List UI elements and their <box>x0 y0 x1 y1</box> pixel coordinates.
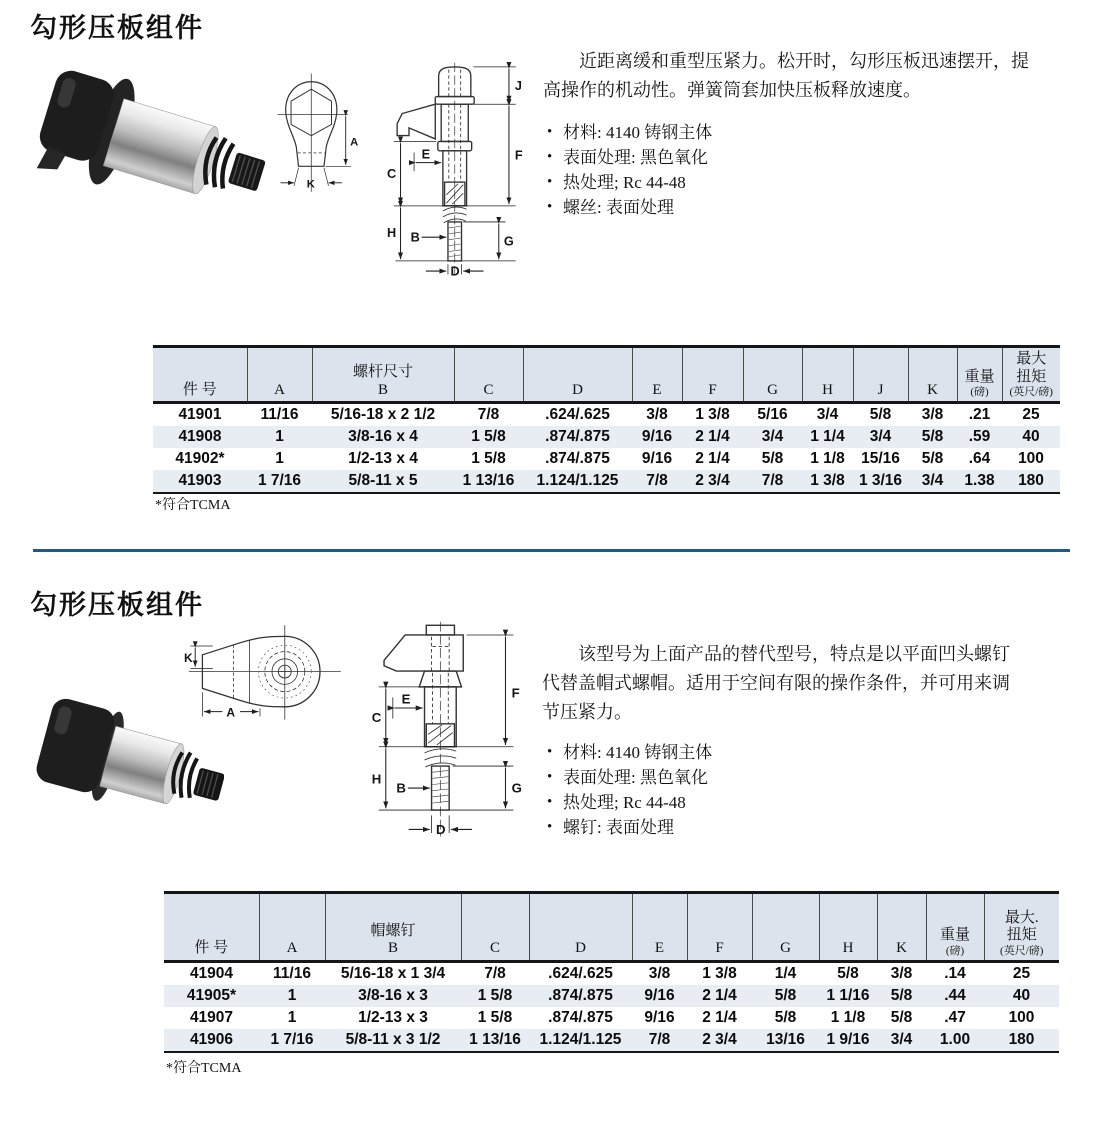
dim-label-b2: B <box>396 780 406 796</box>
dim-label-f: F <box>514 148 523 163</box>
spec-cell: 5/8-11 x 5 <box>348 472 418 490</box>
dim-label-a2: A <box>226 705 236 720</box>
side-view-drawing-2 <box>333 620 531 840</box>
dim-label-h2: H <box>371 771 382 787</box>
spec-list-item: • 材料: 4140 铸钢主体 <box>545 740 712 765</box>
spec-cell: 1 3/8 <box>695 406 730 424</box>
column-header: 件 号 <box>153 347 247 403</box>
spec-cell: 1 1/16 <box>826 987 870 1004</box>
table-footnote-2: *符合TCMA <box>166 1061 242 1076</box>
spec-cell: 5/8 <box>921 428 944 446</box>
spec-cell: 5/16-18 x 1 3/4 <box>340 965 446 982</box>
spec-cell: 3/4 <box>761 428 784 446</box>
spec-cell: 3/4 <box>869 428 892 446</box>
spec-cell: 7/8 <box>484 965 506 982</box>
spec-cell: 1 5/8 <box>477 1009 513 1026</box>
column-header: 螺杆尺寸 B <box>312 347 454 403</box>
spec-cell: 1 1/8 <box>810 450 845 468</box>
spec-cell: 9/16 <box>644 987 675 1004</box>
spec-cell: 1/2-13 x 4 <box>348 450 418 468</box>
dim-label-g: G <box>503 234 514 249</box>
spec-cell: 7/8 <box>648 1031 671 1048</box>
spec-list-item: • 材料: 4140 铸钢主体 <box>545 120 712 145</box>
dim-label-k2: K <box>184 651 193 665</box>
spec-cell: 1 5/8 <box>471 428 506 446</box>
dim-label-j: J <box>514 78 522 93</box>
spec-row <box>164 985 1059 1007</box>
dim-label-c: C <box>386 166 397 181</box>
spec-cell: 1 1/8 <box>830 1009 866 1026</box>
column-header: A <box>247 347 312 403</box>
spec-cell: 1 3/16 <box>858 472 903 490</box>
spec-cell: 1 13/16 <box>469 1031 521 1048</box>
product-description-2: 该型号为上面产品的替代型号，特点是以平面凹头螺钉代替盖帽式螺帽。适用于空间有限的操作条件，并可用来调节压紧力。 <box>542 644 1010 722</box>
spec-cell: 2 3/4 <box>695 472 730 490</box>
spec-cell: 1 7/16 <box>257 472 302 490</box>
column-header: D <box>523 347 632 403</box>
spec-cell: 5/8 <box>890 987 913 1004</box>
spec-cell: 5/8 <box>921 450 944 468</box>
column-header: 重量 (磅) <box>957 347 1002 403</box>
spec-cell: 5/16-18 x 2 1/2 <box>330 406 436 424</box>
spec-cell: 41904 <box>189 965 234 982</box>
spec-cell: 7/8 <box>761 472 784 490</box>
spec-list-item: • 表面处理: 黑色氧化 <box>545 145 712 170</box>
column-header: H <box>819 893 877 962</box>
column-header: 最大. 扭矩 (英尺/磅) <box>984 893 1059 962</box>
spec-cell: 13/16 <box>766 1031 805 1048</box>
column-header: A <box>259 893 325 962</box>
spec-cell: 7/8 <box>477 406 500 424</box>
column-header: G <box>752 893 819 962</box>
spec-cell: 41902* <box>175 450 225 468</box>
column-header: 重量 (磅) <box>926 893 984 962</box>
dim-label-f2: F <box>511 685 520 701</box>
spec-cell: 5/16 <box>757 406 788 424</box>
spec-row <box>164 1007 1059 1029</box>
spec-cell: 1 13/16 <box>462 472 515 490</box>
spec-list-item: • 螺丝: 表面处理 <box>545 195 712 220</box>
spec-cell: 2 1/4 <box>702 1009 737 1026</box>
dim-label-a: A <box>350 136 359 149</box>
spec-cell: 180 <box>1008 1031 1035 1048</box>
column-header: F <box>687 893 752 962</box>
spec-cell: 3/4 <box>816 406 839 424</box>
spec-cell: 1 5/8 <box>477 987 513 1004</box>
spec-row <box>164 1029 1059 1052</box>
column-header: 件 号 <box>164 893 259 962</box>
spec-cell: 11/16 <box>273 965 311 982</box>
spec-cell: 9/16 <box>641 450 673 468</box>
column-header: 最大 扭矩 (英尺/磅) <box>1002 347 1060 403</box>
spec-cell: 3/8 <box>890 965 913 982</box>
spec-cell: 41901 <box>178 406 222 424</box>
spec-cell: 15/16 <box>861 450 900 468</box>
spec-cell: 1/4 <box>774 965 797 982</box>
spec-cell: 5/8 <box>761 450 784 468</box>
page-title-2: 勾形压板组件 <box>30 590 204 620</box>
dim-label-d2: D <box>435 821 446 837</box>
spec-cell: 40 <box>1022 428 1040 446</box>
spec-cell: 9/16 <box>644 1009 675 1026</box>
spec-cell: 41905* <box>186 987 237 1004</box>
column-header: D <box>529 893 632 962</box>
spec-cell: 5/8 <box>890 1009 913 1026</box>
spec-cell: 1 3/8 <box>702 965 737 982</box>
spec-cell: 5/8 <box>837 965 859 982</box>
spec-cell: 41908 <box>178 428 222 446</box>
side-view-drawing-1 <box>370 61 531 277</box>
spec-row <box>153 470 1060 493</box>
spec-cell: 1 1/4 <box>810 428 845 446</box>
spec-row <box>153 403 1060 427</box>
spec-cell: .874/.875 <box>548 1009 613 1026</box>
spec-cell: 1.124/1.125 <box>536 472 619 490</box>
top-view-drawing-1 <box>276 72 360 218</box>
spec-cell: 1.38 <box>964 472 995 490</box>
spec-cell: 11/16 <box>260 406 299 424</box>
spec-cell: 2 1/4 <box>695 428 730 446</box>
column-header: K <box>908 347 957 403</box>
spec-cell: .14 <box>944 965 966 982</box>
spec-cell: 1 <box>275 428 284 446</box>
product-photo-1 <box>24 46 274 236</box>
header-row <box>164 893 1059 962</box>
spec-cell: .874/.875 <box>545 450 610 468</box>
spec-cell: 5/8 <box>774 1009 797 1026</box>
dim-label-g2: G <box>511 780 522 796</box>
column-header: 帽螺钉 B <box>325 893 461 962</box>
spec-list-1 <box>545 120 712 220</box>
spec-cell: 41907 <box>189 1009 234 1026</box>
spec-cell: .874/.875 <box>548 987 613 1004</box>
spec-row <box>164 962 1059 986</box>
spec-cell: 1 9/16 <box>826 1031 870 1048</box>
spec-cell: 3/8-16 x 3 <box>358 987 428 1004</box>
spec-cell: .59 <box>968 428 991 446</box>
spec-cell: 3/4 <box>921 472 944 490</box>
spec-cell: 41906 <box>189 1031 234 1048</box>
spec-cell: 3/8 <box>646 406 668 424</box>
spec-cell: 3/4 <box>890 1031 913 1048</box>
spec-list-2 <box>545 740 712 840</box>
spec-cell: 5/8 <box>774 987 797 1004</box>
page-title-1: 勾形压板组件 <box>30 13 204 43</box>
spec-cell: .44 <box>944 987 966 1004</box>
spec-cell: 25 <box>1022 406 1040 424</box>
column-header: E <box>632 893 687 962</box>
column-header: K <box>877 893 926 962</box>
spec-cell: .874/.875 <box>545 428 610 446</box>
spec-cell: 2 3/4 <box>702 1031 737 1048</box>
spec-cell: 1 <box>287 1009 297 1026</box>
spec-cell: 1 <box>287 987 297 1004</box>
column-header: F <box>682 347 743 403</box>
spec-cell: .21 <box>968 406 991 424</box>
dim-label-h: H <box>386 226 397 241</box>
spec-row <box>153 426 1060 448</box>
dim-label-e: E <box>421 147 431 162</box>
spec-table-2 <box>164 891 1059 1053</box>
spec-cell: .624/.625 <box>545 406 610 424</box>
spec-cell: .624/.625 <box>548 965 613 982</box>
spec-list-item: • 热处理; Rc 44-48 <box>545 790 712 815</box>
spec-cell: 7/8 <box>646 472 668 490</box>
spec-list-item: • 表面处理: 黑色氧化 <box>545 765 712 790</box>
spec-cell: 1/2-13 x 3 <box>358 1009 428 1026</box>
spec-table-1 <box>153 345 1060 494</box>
column-header: E <box>632 347 682 403</box>
spec-cell: 1 5/8 <box>471 450 506 468</box>
spec-cell: 9/16 <box>641 428 673 446</box>
spec-cell: 180 <box>1018 472 1044 490</box>
spec-cell: 3/8-16 x 4 <box>348 428 418 446</box>
spec-cell: 1.124/1.125 <box>539 1031 622 1048</box>
table-footnote-1: *符合TCMA <box>155 498 231 513</box>
product-description-1: 近距离缓和重型压紧力。松开时，勾形压板迅速摆开，提高操作的机动性。弹簧筒套加快压板释放速度。 <box>543 51 1029 100</box>
dim-label-c2: C <box>371 710 382 726</box>
spec-cell: .47 <box>944 1009 966 1026</box>
spec-list-item: • 热处理; Rc 44-48 <box>545 170 712 195</box>
spec-cell: 100 <box>1018 450 1044 468</box>
spec-cell: 3/8 <box>648 965 671 982</box>
header-row <box>153 347 1060 403</box>
spec-cell: 40 <box>1012 987 1031 1004</box>
dim-label-k: K <box>306 178 315 191</box>
dim-label-b: B <box>410 230 420 245</box>
dim-label-e2: E <box>401 691 411 707</box>
column-header: G <box>743 347 802 403</box>
spec-cell: 5/8-11 x 3 1/2 <box>345 1031 441 1048</box>
column-header: J <box>853 347 908 403</box>
spec-cell: 100 <box>1008 1009 1035 1026</box>
section-divider <box>33 549 1070 552</box>
spec-cell: 2 1/4 <box>702 987 737 1004</box>
spec-cell: 2 1/4 <box>695 450 730 468</box>
spec-list-item: • 螺钉: 表面处理 <box>545 815 712 840</box>
spec-row <box>153 448 1060 470</box>
spec-cell: 3/8 <box>921 406 944 424</box>
dim-label-d: D <box>450 264 460 277</box>
spec-cell: 1 <box>275 450 284 468</box>
spec-cell: 1 3/8 <box>810 472 845 490</box>
spec-cell: 5/8 <box>869 406 892 424</box>
spec-cell: 41903 <box>178 472 222 490</box>
column-header: C <box>454 347 523 403</box>
spec-cell: 25 <box>1012 965 1031 982</box>
spec-cell: 1 7/16 <box>270 1031 314 1048</box>
column-header: C <box>461 893 529 962</box>
spec-cell: 1.00 <box>939 1031 971 1048</box>
column-header: H <box>802 347 853 403</box>
spec-cell: .64 <box>968 450 991 468</box>
product-photo-2 <box>24 688 224 856</box>
